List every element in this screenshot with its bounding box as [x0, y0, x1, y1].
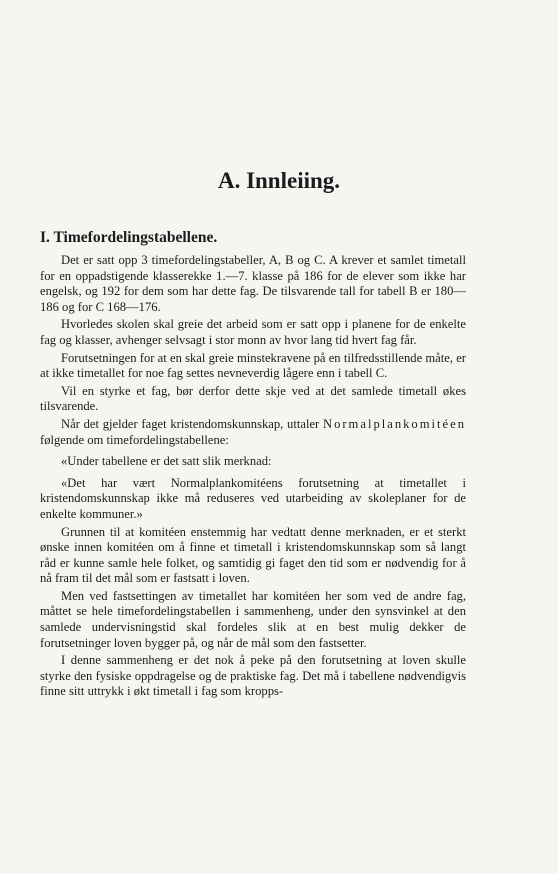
spaced-committee-name: Normalplankomitéen	[322, 416, 466, 431]
paragraph: I denne sammenheng er det nok å peke på den forutsetning at loven skulle styrke den fysiske oppdragelse og de praktiske fag. Det må i tabellene nødvendigvis finne sitt uttrykk i økt timetall i fag som kropps-	[40, 653, 466, 699]
page-title: A. Innleiing.	[217, 168, 341, 193]
paragraph-text: følgende om timefordelingstabellene:	[40, 432, 229, 447]
paragraph: Hvorledes skolen skal greie det arbeid som er satt opp i planene for de enkelte fag og klasser, avhenger selvsagt i stor monn av hvor lang tid hvert fag får.	[40, 317, 466, 347]
body-text	[40, 253, 466, 702]
paragraph-text: Når det gjelder faget kristendomskunnskap, uttaler	[61, 416, 323, 431]
paragraph: Det er satt opp 3 timefordelingstabeller, A, B og C. A krever et samlet timetall for en oppadstigende klasserekke 1.—7. klasse på 186 for de elever som ikke har engelsk, og 192 for dem som har dette fag. De tilsvarende tall for tabell B er 180—186 og for C 168—176.	[40, 253, 466, 314]
quote-text: «Det har vært Normalplankomitéens forutsetning at timetallet i kristendomskunnskap ikke må reduseres ved utarbeiding av skoleplaner for de enkelte kommuner.»	[40, 475, 466, 521]
section-heading: I. Timefordelingstabellene.	[40, 229, 218, 246]
paragraph	[40, 417, 466, 448]
quote-intro: «Under tabellene er det satt slik merknad:	[61, 454, 272, 469]
paragraph: Vil en styrke et fag, bør derfor dette skje ved at det samlede timetall økes tilsvarende.	[40, 383, 466, 414]
paragraph: Men ved fastsettingen av timetallet har komitéen her som ved de andre fag, måttet se hele timefordelingstabellen i sammenheng, under den synsvinkel at den samlede undervisningstid skal fordeles slik at en best mulig dekker de forutsetninger loven bygger på, og når de mål som den fastsetter.	[40, 588, 466, 650]
paragraph: Forutsetningen for at en skal greie minstekravene på en tilfredsstillende måte, er at ikke timetallet for noe fag settes nevneverdig lågere enn i tabell C.	[40, 350, 466, 381]
paragraph: Grunnen til at komitéen enstemmig har vedtatt denne merknaden, er et sterkt ønske innen komitéen om å finne et timetall i kristendomskunnskap som så langt råd er kunne samle hele folket, og samtidig gi faget den tid som er nødvendig for å nå fram til det mål som er fastsatt i loven.	[40, 524, 466, 586]
